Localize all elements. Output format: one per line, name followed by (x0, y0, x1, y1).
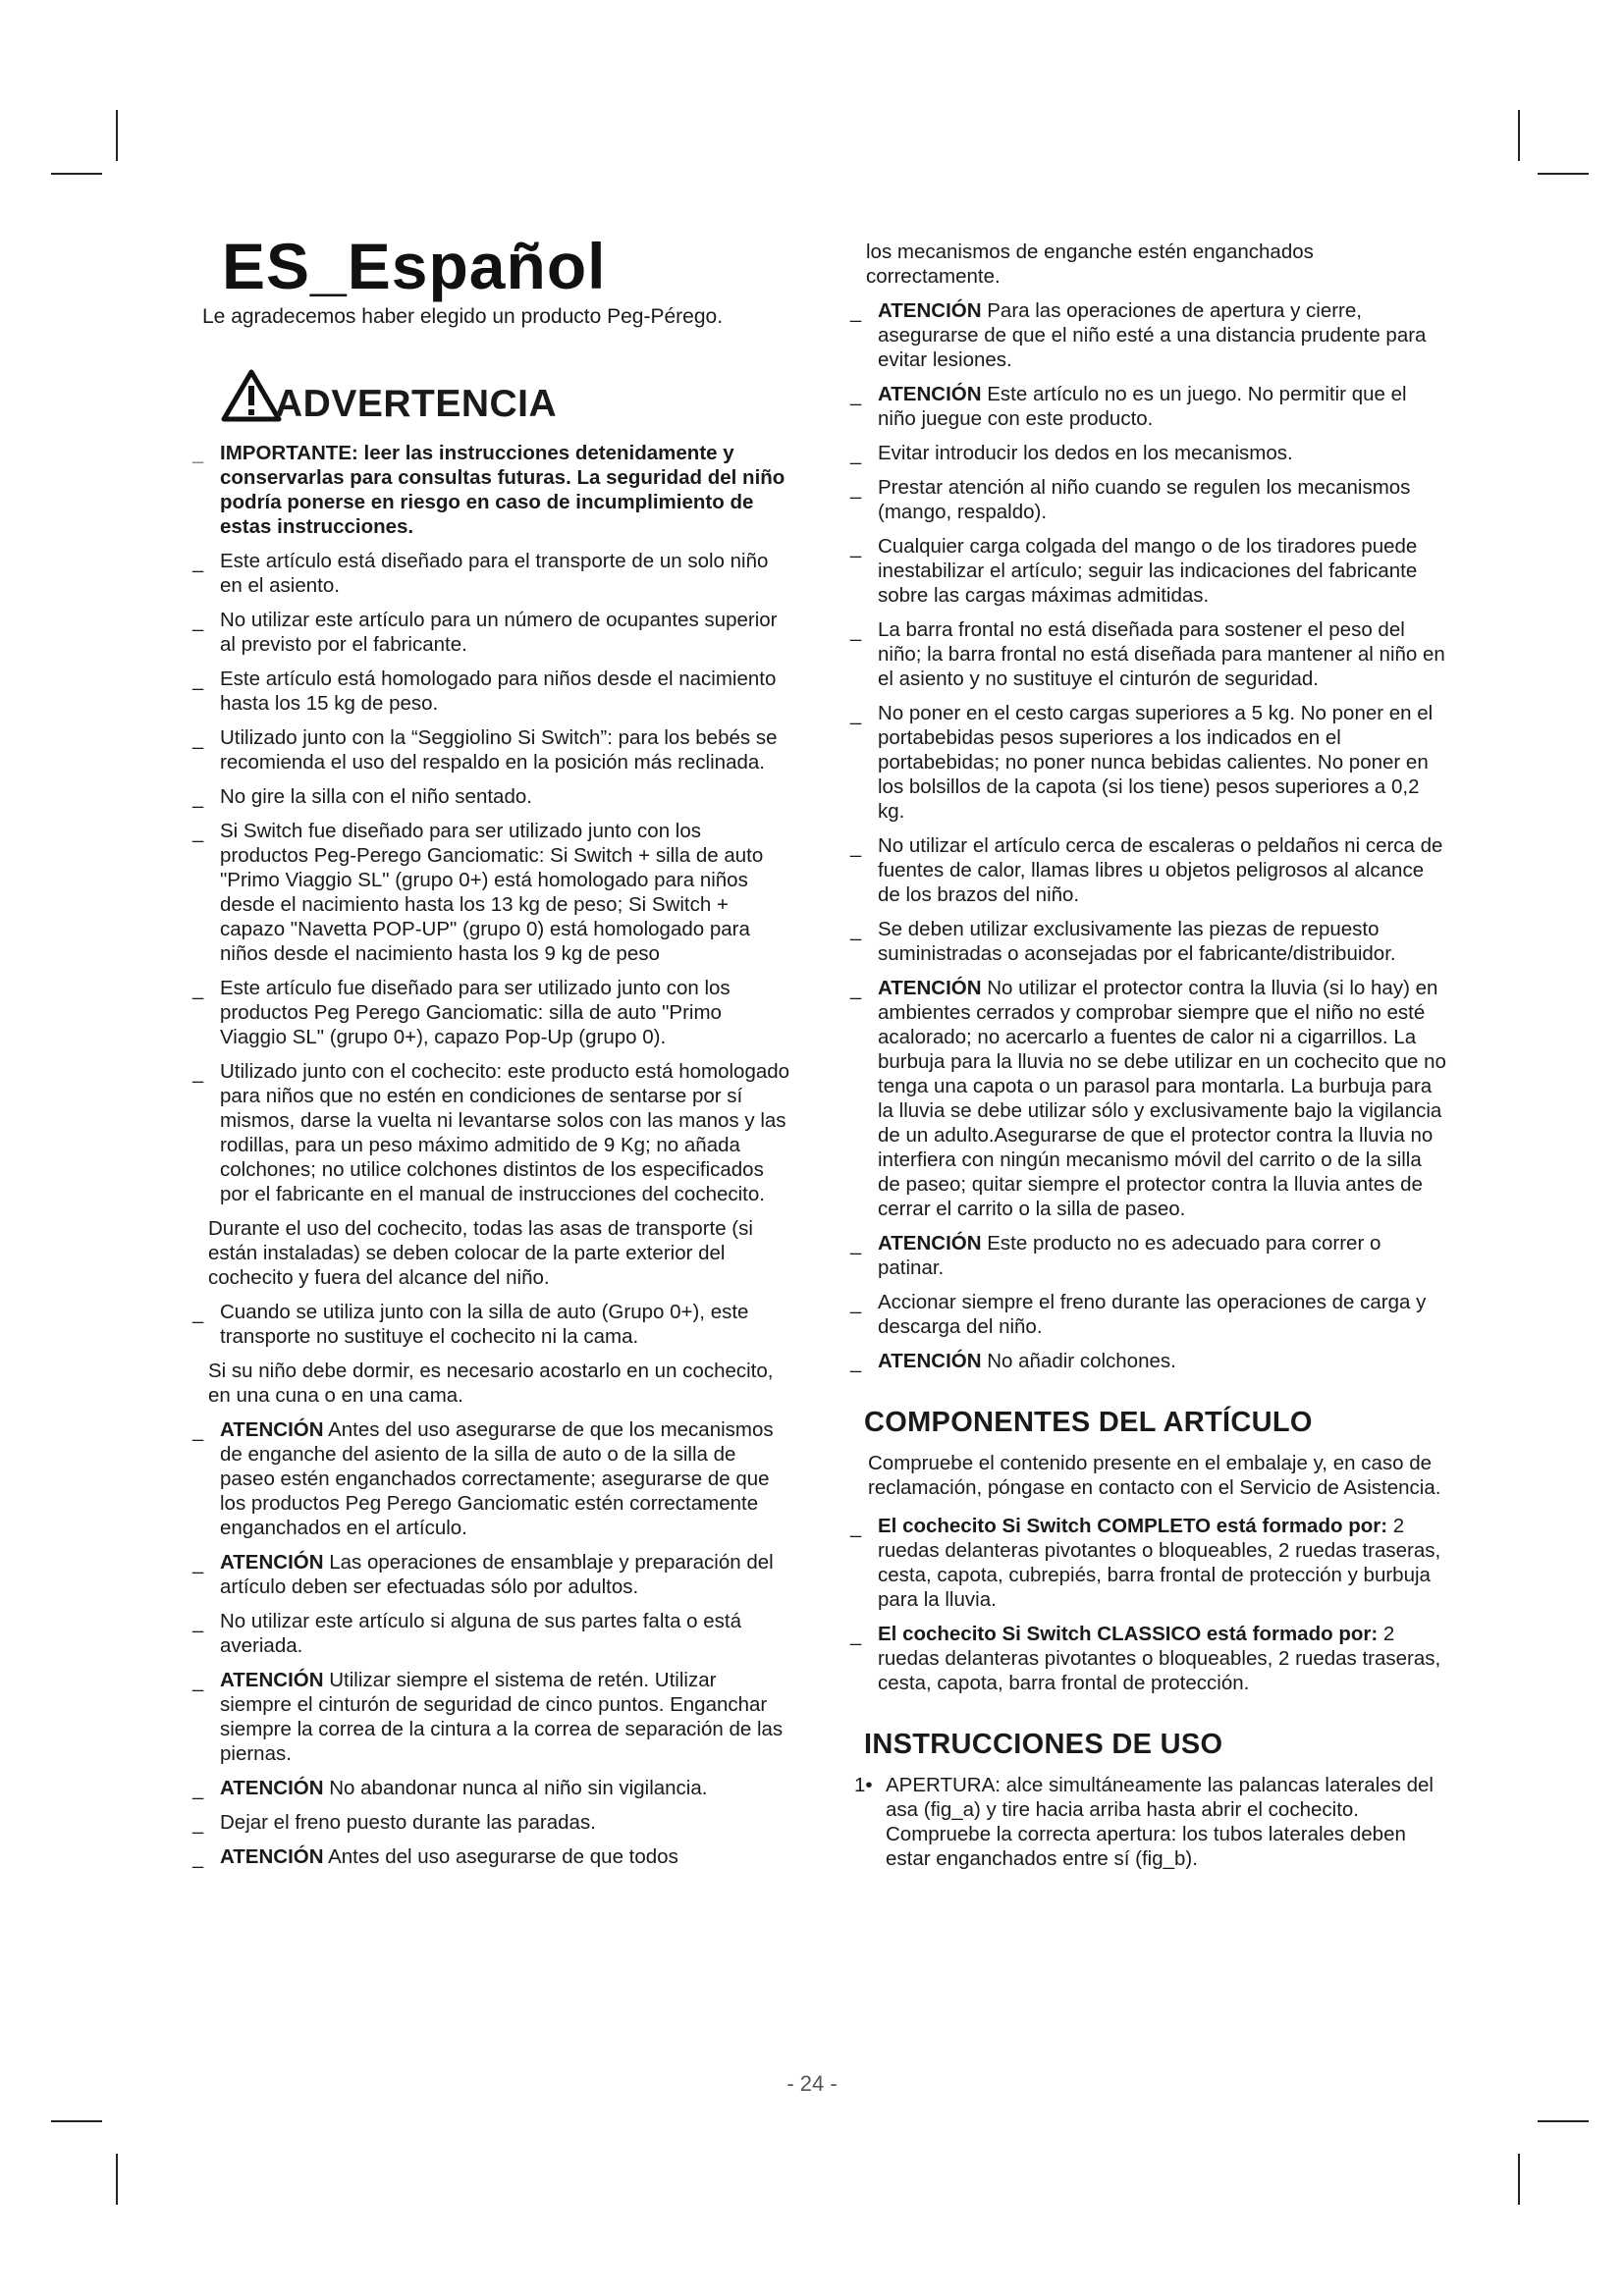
item-text: Dejar el freno puesto durante las paradas. (220, 1811, 596, 1835)
list-item: _ La barra frontal no está diseñada para sostener el peso del niño; la barra frontal no está diseñada para mantener al niño en el asiento y no sustituye el cinturón de seguridad. (850, 618, 1445, 690)
list-item: _ El cochecito Si Switch CLASSICO está formado por: 2 ruedas delanteras pivotantes o bloqueables, 2 ruedas traseras, cesta, capota, barra frontal de protección. (850, 1623, 1441, 1694)
item-text: Las operaciones de ensamblaje y preparación del artículo deben ser efectuadas sólo por adultos. (220, 1551, 774, 1599)
attention-label: ATENCIÓN (220, 1845, 324, 1869)
attention-label: ATENCIÓN (878, 977, 982, 999)
item-text: Este artículo fue diseñado para ser utilizado junto con los productos Peg Perego Ganciomatic: silla de auto "Primo Viaggio SL" (grupo 0+), capazo Pop-Up (grupo 0). (220, 977, 731, 1049)
list-item: _ Evitar introducir los dedos en los mecanismos. (850, 442, 1293, 465)
component-set-label: El cochecito Si Switch COMPLETO está formado por: (878, 1515, 1388, 1537)
attention-label: ATENCIÓN (220, 1551, 324, 1575)
item-text: No añadir colchones. (981, 1350, 1176, 1372)
list-item: _ ATENCIÓN Utilizar siempre el sistema de retén. Utilizar siempre el cinturón de seguridad de cinco puntos. Enganchar siempre la correa de la cintura a la correa de separación de las piernas. (192, 1669, 784, 1766)
warning-list-continued (850, 298, 1449, 1373)
left-column (192, 230, 791, 1879)
item-text: Utilizar siempre el sistema de retén. Utilizar siempre el cinturón de seguridad de cinco puntos. Enganchar siempre la correa de la cintura a la correa de separación de las piernas. (220, 1669, 784, 1766)
attention-label: ATENCIÓN (220, 1669, 324, 1692)
crop-mark (1538, 173, 1589, 175)
item-text: No poner en el cesto cargas superiores a 5 kg. No poner en el portabebidas pesos superiores a los indicados en el portabebidas; no poner nunca bebidas calientes. No poner en los bolsillos de la capota (si los tiene) pesos superiores a 0,2 kg. (878, 702, 1434, 823)
item-text: Se deben utilizar exclusivamente las piezas de repuesto suministradas o aconsejadas por el fabricante/distribuidor. (878, 918, 1396, 965)
warning-title: ADVERTENCIA (275, 383, 558, 426)
right-column (850, 240, 1449, 1881)
item-text: Prestar atención al niño cuando se regulen los mecanismos (mango, respaldo). (878, 476, 1411, 523)
list-item: _ No utilizar este artículo si alguna de sus partes falta o está averiada. (192, 1610, 742, 1658)
paragraph-text: Si su niño debe dormir, es necesario acostarlo en un cochecito, en una cuna o en una cama. (208, 1360, 774, 1408)
list-item: _ El cochecito Si Switch COMPLETO está formado por: 2 ruedas delanteras pivotantes o bloqueables, 2 ruedas traseras, cesta, capota, cubrepiés, barra frontal de protección y burbuja para la lluvia. (850, 1515, 1441, 1611)
attention-label: ATENCIÓN (878, 383, 982, 405)
item-text: Accionar siempre el freno durante las operaciones de carga y descarga del niño. (878, 1291, 1427, 1338)
crop-mark (1518, 110, 1520, 161)
list-item: _ Dejar el freno puesto durante las paradas. (192, 1811, 596, 1836)
item-text: Este artículo no es un juego. No permitir que el niño juegue con este producto. (878, 383, 1407, 430)
step-text: APERTURA: alce simultáneamente las palancas laterales del asa (fig_a) y tire hacia arriba hasta abrir el cochecito. Compruebe la correcta apertura: los tubos laterales deben estar enganchados entre sí (fig_b). (886, 1774, 1434, 1870)
list-item: _ No utilizar este artículo para un número de ocupantes superior al previsto por el fabricante. (192, 609, 778, 657)
attention-label: ATENCIÓN (878, 1350, 982, 1372)
paragraph-text: los mecanismos de enganche estén enganchados correctamente. (866, 240, 1314, 288)
item-text-bold: IMPORTANTE: leer las instrucciones detenidamente y conservarlas para consultas futuras. La seguridad del niño podría ponerse en riesgo en caso de incumplimiento de estas instrucciones. (220, 442, 785, 539)
list-item: _ IMPORTANTE: leer las instrucciones detenidamente y conservarlas para consultas futuras. La seguridad del niño podría ponerse en riesgo en caso de incumplimiento de estas instrucciones. (192, 442, 785, 539)
list-item: _ ATENCIÓN Este producto no es adecuado para correr o patinar. (850, 1232, 1381, 1279)
item-text: 2 ruedas delanteras pivotantes o bloqueables, 2 ruedas traseras, cesta, capota, cubrepiés, barra frontal de protección y burbuja para la lluvia. (878, 1515, 1441, 1611)
item-text: Si Switch fue diseñado para ser utilizado junto con los productos Peg-Perego Ganciomatic: Si Switch + silla de auto "Primo Viaggio SL" (grupo 0+) está homologado para niños desde el nacimiento hasta los 13 kg de peso; Si Switch + capazo "Navetta POP-UP" (grupo 0) está homologado para niños desde el nacimiento hasta los 9 kg de peso (220, 820, 764, 966)
item-text: Evitar introducir los dedos en los mecanismos. (878, 442, 1293, 464)
crop-mark (51, 173, 102, 175)
item-text: Cuando se utiliza junto con la silla de auto (Grupo 0+), este transporte no sustituye el cochecito ni la cama. (220, 1301, 749, 1349)
list-item: _ Prestar atención al niño cuando se regulen los mecanismos (mango, respaldo). (850, 476, 1411, 523)
list-item: _ ATENCIÓN No utilizar el protector contra la lluvia (si lo hay) en ambientes cerrados y comprobar siempre que el niño no esté acalorado; no acercarlo a fuentes de calor ni a cigarrillos. La burbuja para la lluvia no se debe utilizar en un cochecito que no tenga una capota o un parasol para montarla. La burbuja para la lluvia se debe utilizar sólo y exclusivamente bajo la vigilancia de un adulto.Asegurarse de que el protector contra la lluvia no interfiera con ningún mecanismo móvil del carrito o de la silla de paseo; quitar siempre el protector contra la lluvia antes de cerrar el carrito o la silla de paseo. (850, 977, 1446, 1220)
crop-mark (51, 2120, 102, 2122)
page-title: ES_Español (222, 230, 607, 302)
list-item: _ Utilizado junto con el cochecito: este producto está homologado para niños que no estén en condiciones de sentarse por sí mismos, darse la vuelta ni levantarse solos con las manos y las rodillas, para un peso máximo admitido de 9 Kg; no añada colchones; no utilice colchones distintos de los especificados por el fabricante en el manual de instrucciones del cochecito. (192, 1060, 790, 1206)
attention-label: ATENCIÓN (878, 299, 982, 322)
item-text: Utilizado junto con la “Seggiolino Si Switch”: para los bebés se recomienda el uso del respaldo en la posición más reclinada. (220, 726, 778, 774)
list-item: _ ATENCIÓN No añadir colchones. (850, 1350, 1176, 1373)
usage-step (854, 1773, 1449, 1871)
list-item: _ ATENCIÓN Este artículo no es un juego. No permitir que el niño juegue con este producto. (850, 383, 1407, 430)
item-text: No utilizar el protector contra la lluvia (si lo hay) en ambientes cerrados y comprobar siempre que el niño no esté acalorado; no acercarlo a fuentes de calor ni a cigarrillos. La burbuja para la lluvia no se debe utilizar en un cochecito que no tenga una capota o un parasol para montarla. La burbuja para la lluvia se debe utilizar sólo y exclusivamente bajo la vigilancia de un adulto.Asegurarse de que el protector contra la lluvia no interfiera con ningún mecanismo móvil del carrito o de la silla de paseo; quitar siempre el protector contra la lluvia antes de cerrar el carrito o la silla de paseo. (878, 977, 1446, 1220)
item-text: No gire la silla con el niño sentado. (220, 785, 532, 809)
list-item: _ Este artículo fue diseñado para ser utilizado junto con los productos Peg Perego Ganciomatic: silla de auto "Primo Viaggio SL" (grupo 0+), capazo Pop-Up (grupo 0). (192, 977, 731, 1049)
item-text: 2 ruedas delanteras pivotantes o bloqueables, 2 ruedas traseras, cesta, capota, barra frontal de protección. (878, 1623, 1441, 1694)
list-item: _ Si Switch fue diseñado para ser utilizado junto con los productos Peg-Perego Ganciomatic: Si Switch + silla de auto "Primo Viaggio SL" (grupo 0+) está homologado para niños desde el nacimiento hasta los 13 kg de peso; Si Switch + capazo "Navetta POP-UP" (grupo 0) está homologado para niños desde el nacimiento hasta los 9 kg de peso (192, 820, 764, 966)
attention-label: ATENCIÓN (878, 1232, 982, 1255)
list-item: _ ATENCIÓN Antes del uso asegurarse de que los mecanismos de enganche del asiento de la silla de auto o de la silla de paseo estén enganchados correctamente; asegurarse de que los productos Peg Perego Ganciomatic estén correctamente enganchados en el artículo. (192, 1418, 774, 1540)
list-item: _ Se deben utilizar exclusivamente las piezas de repuesto suministradas o aconsejadas por el fabricante/distribuidor. (850, 918, 1396, 965)
components-heading: COMPONENTES DEL ARTÍCULO (864, 1407, 1313, 1438)
list-item: _ ATENCIÓN No abandonar nunca al niño sin vigilancia. (192, 1777, 708, 1801)
item-text: Este artículo está diseñado para el transporte de un solo niño en el asiento. (220, 550, 769, 598)
continuation-text (860, 240, 1449, 289)
crop-mark (116, 110, 118, 161)
item-text: No utilizar este artículo para un número de ocupantes superior al previsto por el fabricante. (220, 609, 778, 657)
list-item: _ Este artículo está homologado para niños desde el nacimiento hasta los 15 kg de peso. (192, 667, 777, 716)
item-text: Antes del uso asegurarse de que todos (323, 1845, 678, 1869)
list-item: _ Accionar siempre el freno durante las operaciones de carga y descarga del niño. (850, 1291, 1427, 1338)
list-item: _ No gire la silla con el niño sentado. (192, 785, 532, 810)
paragraph (202, 1216, 791, 1290)
item-text: No abandonar nunca al niño sin vigilancia. (323, 1777, 708, 1800)
component-set-label: El cochecito Si Switch CLASSICO está formado por: (878, 1623, 1379, 1645)
warning-triangle-icon (220, 368, 283, 423)
page-number: - 24 - (786, 2071, 838, 2096)
list-item: _ Utilizado junto con la “Seggiolino Si Switch”: para los bebés se recomienda el uso del respaldo en la posición más reclinada. (192, 726, 778, 774)
warning-heading (220, 368, 791, 426)
list-item: _ ATENCIÓN Para las operaciones de apertura y cierre, asegurarse de que el niño esté a una distancia prudente para evitar lesiones. (850, 299, 1427, 371)
list-item: _ Cuando se utiliza junto con la silla de auto (Grupo 0+), este transporte no sustituye el cochecito ni la cama. (192, 1301, 749, 1349)
item-text: No utilizar el artículo cerca de escaleras o peldaños ni cerca de fuentes de calor, llamas libres u objetos peligrosos al alcance de los brazos del niño. (878, 834, 1443, 906)
item-text: No utilizar este artículo si alguna de sus partes falta o está averiada. (220, 1610, 742, 1658)
item-text: Utilizado junto con el cochecito: este producto está homologado para niños que no estén en condiciones de sentarse por sí mismos, darse la vuelta ni levantarse solos con las manos y las rodillas, para un peso máximo admitido de 9 Kg; no añada colchones; no utilice colchones distintos de los especificados por el fabricante en el manual de instrucciones del cochecito. (220, 1060, 790, 1206)
list-item: _ Cualquier carga colgada del mango o de los tiradores puede inestabilizar el artículo; seguir las indicaciones del fabricante sobre las cargas máximas admitidas. (850, 535, 1418, 607)
list-item: _ ATENCIÓN Antes del uso asegurarse de que todos (192, 1845, 678, 1870)
item-text: La barra frontal no está diseñada para sostener el peso del niño; la barra frontal no está diseñada para mantener al niño en el asiento y no sustituye el cinturón de seguridad. (878, 618, 1445, 690)
item-text: Para las operaciones de apertura y cierre, asegurarse de que el niño esté a una distancia prudente para evitar lesiones. (878, 299, 1427, 371)
item-text: Este artículo está homologado para niños desde el nacimiento hasta los 15 kg de peso. (220, 667, 777, 716)
crop-mark (1538, 2120, 1589, 2122)
paragraph (202, 1359, 791, 1408)
item-text: Antes del uso asegurarse de que los mecanismos de enganche del asiento de la silla de auto o de la silla de paseo estén enganchados correctamente; asegurarse de que los productos Peg Perego Ganciomatic estén correctamente enganchados en el artículo. (220, 1418, 774, 1540)
item-text: Este producto no es adecuado para correr o patinar. (878, 1232, 1381, 1279)
warning-list (192, 441, 791, 1870)
list-item: _ No poner en el cesto cargas superiores a 5 kg. No poner en el portabebidas pesos superiores a los indicados en el portabebidas; no poner nunca bebidas calientes. No poner en los bolsillos de la capota (si los tiene) pesos superiores a 0,2 kg. (850, 702, 1434, 823)
paragraph-text: Durante el uso del cochecito, todas las asas de transporte (si están instaladas) se deben colocar de la parte exterior del cochecito y fuera del alcance del niño. (208, 1217, 753, 1290)
attention-label: ATENCIÓN (220, 1777, 324, 1800)
list-item: _ No utilizar el artículo cerca de escaleras o peldaños ni cerca de fuentes de calor, llamas libres u objetos peligrosos al alcance de los brazos del niño. (850, 834, 1443, 906)
list-item: _ ATENCIÓN Las operaciones de ensamblaje y preparación del artículo deben ser efectuadas sólo por adultos. (192, 1551, 774, 1599)
thanks-text: Le agradecemos haber elegido un producto Peg-Pérego. (202, 305, 724, 328)
attention-label: ATENCIÓN (220, 1418, 324, 1442)
item-text: Cualquier carga colgada del mango o de los tiradores puede inestabilizar el artículo; seguir las indicaciones del fabricante sobre las cargas máximas admitidas. (878, 535, 1418, 607)
list-item: _ Este artículo está diseñado para el transporte de un solo niño en el asiento. (192, 550, 769, 598)
crop-mark (116, 2154, 118, 2205)
components-intro: Compruebe el contenido presente en el embalaje y, en caso de reclamación, póngase en contacto con el Servicio de Asistencia. (868, 1452, 1441, 1499)
step-number: 1• (854, 1774, 873, 1796)
usage-heading: INSTRUCCIONES DE USO (864, 1729, 1223, 1760)
crop-mark (1518, 2154, 1520, 2205)
